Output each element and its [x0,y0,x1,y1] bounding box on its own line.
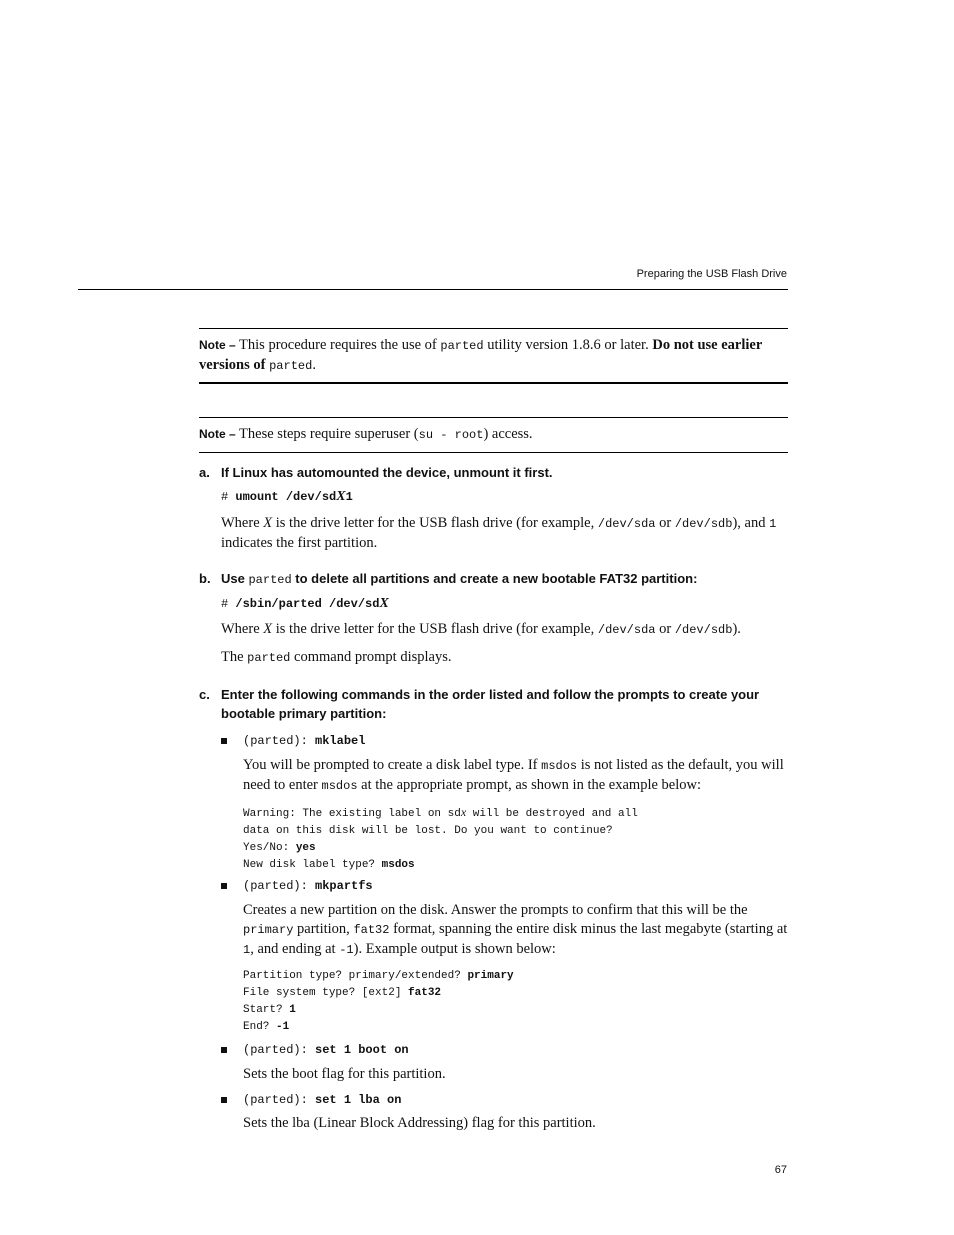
code-text: End? [243,1021,277,1033]
mkpartfs-example-output [243,968,514,1036]
parted-prompt: (parted): [243,1043,316,1057]
text-part: You will be prompted to create a disk label type. If [243,757,542,773]
code-line [243,1019,514,1036]
shell-prompt: # [221,597,236,611]
command-variable: X [379,596,389,611]
inline-code: primary [243,923,294,937]
inline-code: fat32 [353,923,390,937]
inline-code: parted [440,339,484,353]
code-input: -1 [276,1021,290,1033]
note-text-part: utility version 1.8.6 or later. [483,337,653,353]
code-variable: x [460,805,467,819]
command-text: mkpartfs [315,879,373,893]
inline-code: msdos [541,759,578,773]
inline-code: /dev/sda [597,623,656,637]
note-text-part: These steps require superuser ( [235,426,419,442]
text-part: command prompt displays. [290,649,452,665]
command-text: set 1 boot on [315,1043,409,1057]
code-text: New disk label type? [243,859,382,871]
parted-prompt: (parted): [243,1093,316,1107]
bullet-icon [221,1097,227,1103]
step-b-letter: b. [199,571,211,586]
inline-code: parted [248,573,292,587]
set-lba-description: Sets the lba (Linear Block Addressing) flag for this partition. [243,1115,596,1131]
bullet-icon [221,738,227,744]
text-part: at the appropriate prompt, as shown in the example below: [357,777,702,793]
text-part: ), and [732,515,770,531]
note-label: Note – [199,427,236,441]
title-part: Use [221,571,249,586]
text-part: ). [732,621,741,637]
title-part: to delete all partitions and create a new bootable FAT32 partition: [291,571,698,586]
command-text: mklabel [315,734,366,748]
inline-code: su - root [418,428,484,442]
text-part: format, spanning the entire disk minus the last megabyte (starting at [389,921,788,937]
note-box-parted-version [199,328,788,384]
variable: X [263,621,273,637]
step-b-command [221,596,389,612]
code-input: primary [467,970,514,982]
command-variable: X [336,489,346,504]
code-text: Yes/No: [243,842,296,854]
code-line [243,840,638,857]
code-input: 1 [289,1004,296,1016]
parted-prompt: (parted): [243,879,316,893]
page-number: 67 [774,1164,787,1176]
mklabel-example-output [243,804,638,874]
text-part: , and ending at [250,941,340,957]
inline-code: msdos [321,779,358,793]
text-part: The [221,649,248,665]
inline-code: /dev/sdb [674,517,733,531]
note-emphasis: Do not use earlier versions of [199,337,763,373]
parted-command-mklabel [243,734,365,748]
set-boot-description: Sets the boot flag for this partition. [243,1066,446,1082]
code-line [243,985,514,1002]
running-header: Preparing the USB Flash Drive [636,268,787,280]
inline-code: -1 [339,943,354,957]
code-text: File system type? [ext2] [243,987,409,999]
shell-prompt: # [221,490,236,504]
text-part: or [655,515,675,531]
inline-code: parted [269,359,313,373]
step-a-description [221,514,791,553]
code-text: Start? [243,1004,290,1016]
step-b-title [221,569,781,590]
text-part: is the drive letter for the USB flash drive (for example, [272,621,598,637]
parted-command-set-lba [243,1093,401,1107]
parted-command-set-boot [243,1043,409,1057]
step-a-command [221,489,353,505]
bullet-icon [221,1047,227,1053]
parted-command-mkpartfs [243,879,373,893]
note-text [199,425,788,445]
mklabel-description [243,756,788,796]
code-line: data on this disk will be lost. Do you want to continue? [243,825,613,837]
command-text: 1 [345,490,353,504]
step-b-description [221,620,791,640]
code-text: Partition type? primary/extended? [243,970,468,982]
step-c-title: Enter the following commands in the order listed and follow the prompts to create your bootable primary partition: [221,687,760,721]
text-part: partition, [293,921,354,937]
code-line [243,968,514,985]
step-a-title: If Linux has automounted the device, unmount it first. [221,465,553,480]
parted-prompt: (parted): [243,734,316,748]
command-text: set 1 lba on [315,1093,402,1107]
code-input: fat32 [408,987,442,999]
step-c-letter: c. [199,687,210,702]
note-text-part: ) access. [483,426,533,442]
note-text-part: . [312,357,316,373]
text-part: is the drive letter for the USB flash drive (for example, [272,515,598,531]
code-text: will be destroyed and all [466,808,638,820]
code-text: Warning: The existing label on sd [243,808,461,820]
text-part: is not listed as the default, you will need to enter [243,757,784,793]
command-text: umount /dev/sd [235,490,337,504]
inline-code: parted [247,651,291,665]
note-label: Note – [199,338,236,352]
code-line [243,857,638,874]
text-part: Where [221,515,264,531]
inline-code: 1 [769,517,777,531]
text-part: indicates the first partition. [221,535,378,551]
step-a-letter: a. [199,465,210,480]
step-b-description-2 [221,648,791,668]
text-part: Where [221,621,264,637]
note-text-part: This procedure requires the use of [235,337,441,353]
code-line [243,1002,514,1019]
mkpartfs-description [243,901,788,960]
code-input: yes [295,842,316,854]
bullet-icon [221,883,227,889]
note-text [199,336,788,376]
inline-code: /dev/sdb [674,623,733,637]
command-text: /sbin/parted /dev/sd [235,597,380,611]
code-line [243,804,638,823]
text-part: or [655,621,675,637]
header-rule [78,289,788,290]
inline-code: 1 [243,943,251,957]
text-part: ). Example output is shown below: [353,941,556,957]
code-input: msdos [381,859,415,871]
inline-code: /dev/sda [597,517,656,531]
note-box-superuser [199,417,788,453]
variable: X [263,515,273,531]
text-part: Creates a new partition on the disk. Answer the prompts to confirm that this will be the [243,902,748,918]
